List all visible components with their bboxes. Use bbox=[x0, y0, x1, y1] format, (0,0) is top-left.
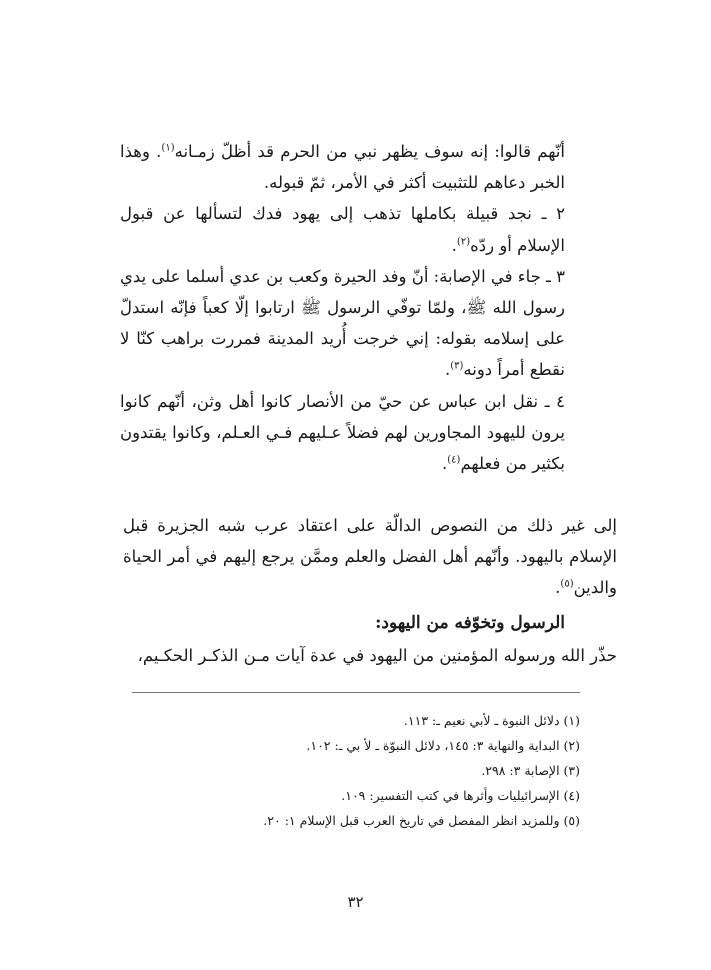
footnote-4: (٤) الإسرائيليات وأثرها في كتب التفسير: ١٠٩. bbox=[341, 788, 580, 803]
paragraph-4-text: ٤ ـ نقل ابن عباس عن حيّ من الأنصار كانوا أهل وثن، أنّهم كانوا يرون لليهود المجاورين لهم فضلاً عـليهم فـي العـلم، وكانوا يقتدون بكثير من فعلهم bbox=[120, 391, 565, 474]
footnote-5: (٥) وللمزيد انظر المفصل في تاريخ العرب قبل الإسلام ١: ٢٠. bbox=[263, 813, 580, 828]
paragraph-4 bbox=[120, 386, 565, 480]
footnote-ref-2[interactable]: (٢) bbox=[456, 236, 471, 248]
paragraph-2 bbox=[120, 198, 565, 260]
paragraph-2-text: ٢ ـ نجد قبيلة بكاملها تذهب إلى يهود فدك لتسألها عن قبول الإسلام أو ردّه bbox=[120, 204, 565, 255]
closing-line: حذّر الله ورسوله المؤمنين من اليهود في عدة آيات مـن الذكـر الحكـيم، bbox=[137, 646, 617, 665]
paragraph-1 bbox=[120, 136, 565, 198]
footnote-ref-4[interactable]: (٤) bbox=[447, 454, 461, 466]
footnote-ref-1[interactable]: (١) bbox=[161, 142, 175, 154]
footnote-ref-5[interactable]: (٥) bbox=[560, 578, 574, 590]
footnotes-list bbox=[130, 708, 580, 833]
footnote-1: (١) دلائل النبوة ـ لأبي نعيم ـ: ١١٣. bbox=[403, 713, 580, 728]
paragraph-3-text: ٣ ـ جاء في الإصابة: أنّ وفد الحيرة وكعب بن عدي أسلما على يدي رسول الله ﷺ، ولمّا توفّي الرسول ﷺ ارتابوا إلّا كعباً فإنّه استدلّ على إسلامه بقوله: إني خرجت أُريد المدينة فمررت براهب كنّا لا نقطع أمراً دونه bbox=[120, 266, 565, 380]
summary-paragraph bbox=[123, 510, 617, 604]
summary-text: إلى غير ذلك من النصوص الدالّة على اعتقاد عرب شبه الجزيرة قبل الإسلام باليهود. وأنّهم أهل الفضل والعلم وممَّن يرجع إليهم في أمر الحياة والدين bbox=[123, 516, 617, 598]
paragraph-3-end: . bbox=[444, 360, 451, 380]
paragraph-3 bbox=[120, 261, 565, 386]
summary-end: . bbox=[555, 578, 561, 598]
page-number: ٣٢ bbox=[347, 893, 364, 911]
footnote-2: (٢) البداية والنهاية ٣: ١٤٥، دلائل النبوّة ـ لأ بي ـ: ١٠٢. bbox=[306, 738, 580, 753]
paragraph-1-end: . وهذا الخبر دعاهم للتثبيت أكثر في الأمر، ثمّ قبوله. bbox=[120, 142, 565, 193]
footnote-divider bbox=[132, 692, 580, 693]
paragraph-4-end: . bbox=[442, 454, 448, 474]
paragraph-1-text: أنّهم قالوا: إنه سوف يظهر نبي من الحرم قد أظلّ زمـانه bbox=[174, 142, 566, 161]
section-heading: الرسول وتخوّفه من اليهود: bbox=[375, 613, 565, 633]
paragraph-2-end: . bbox=[451, 235, 457, 255]
footnote-ref-3[interactable]: (٣) bbox=[450, 360, 464, 372]
body-text bbox=[120, 136, 565, 479]
footnote-3: (٣) الإصابة ٣: ٢٩٨. bbox=[481, 763, 580, 778]
